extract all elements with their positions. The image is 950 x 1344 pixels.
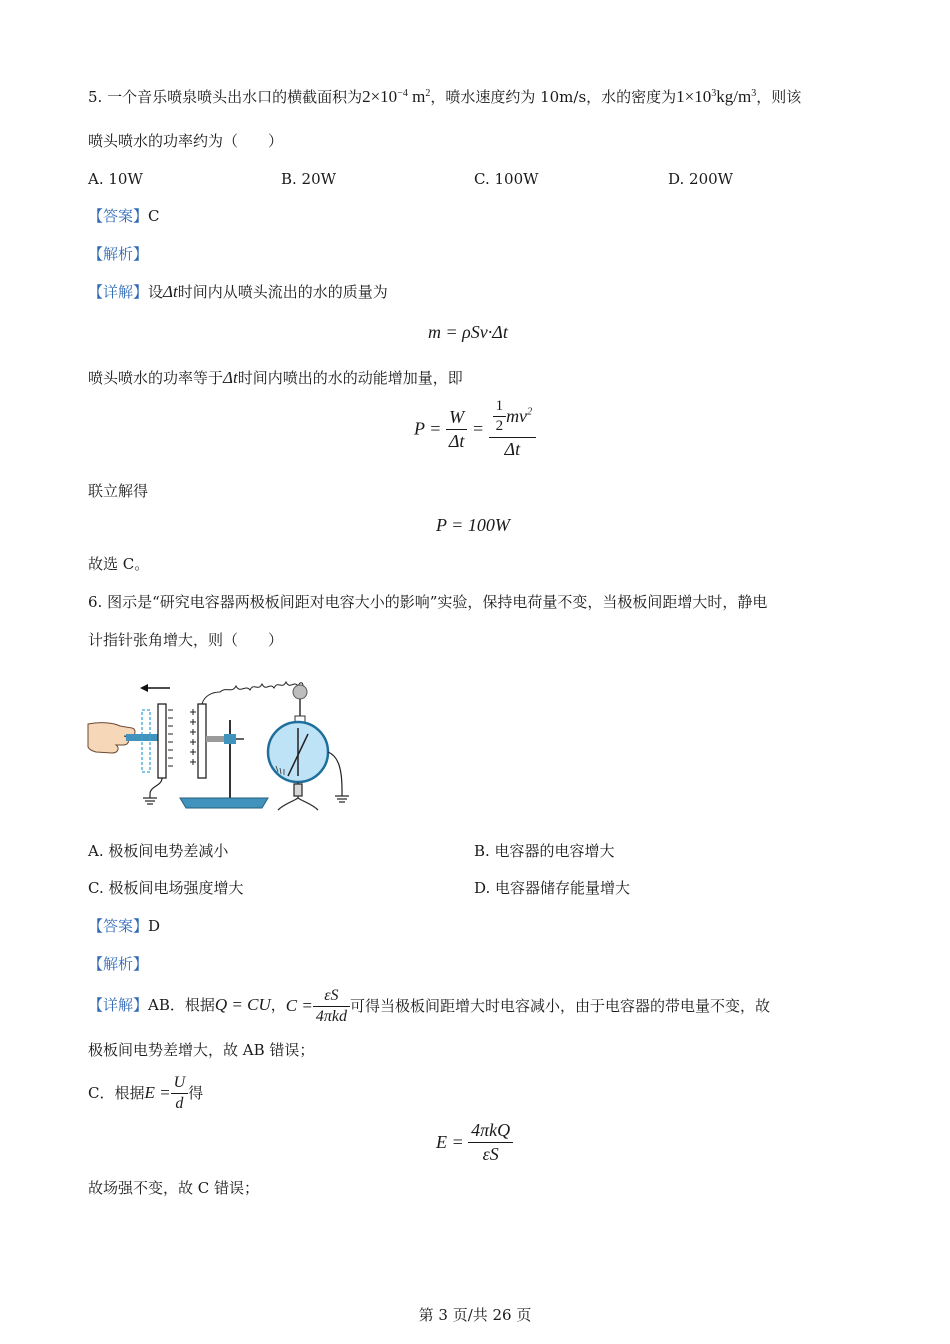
- q5-frac-w-dt: $\frac{W}{\Delta t}$: [446, 407, 468, 452]
- q5-combine-text: 联立解得: [88, 482, 149, 500]
- q5-detail-line: 【详解】设Δt时间内从喷头流出的水的质量为: [88, 282, 388, 301]
- q5-stem-text-b: ，喷水速度约为 10m/s，水的密度为: [430, 88, 677, 106]
- q5-frac-half: $\frac{1}{2}$: [493, 398, 507, 435]
- q5-equation-result: P = 100W: [436, 515, 510, 535]
- q5-answer-value: C: [148, 207, 160, 225]
- q5-analysis-tag: 【解析】: [88, 245, 149, 263]
- q5-equation-power: P = $\frac{W}{\Delta t}$ = $\frac{1}{2}$ $mv^2$ Δt: [414, 398, 536, 460]
- q6-detail-line2: 极板间电势差增大，故 AB 错误；: [88, 1041, 315, 1059]
- q6-answer-tag: 【答案】: [88, 917, 149, 935]
- q6-detail-line1: 【详解】AB．根据Q = CU，C = $\frac{\varepsilon S}{\text{4πkd}}$ 可得当极板间距增大时电容减小，由于电容器的带电量不变，故: [88, 986, 770, 1025]
- q6-stem-line1: 6. 图示是“研究电容器两极板间距对电容大小的影响”实验，保持电荷量不变，当极板间距增大时，静电: [88, 593, 768, 611]
- q5-delta-t: Δt: [163, 282, 178, 301]
- q6-stem-line2: 计指针张角增大，则（ ）: [88, 631, 284, 649]
- electrometer-stand: [278, 782, 318, 810]
- q6-equation-field: E = $\frac{\text{4πkQ}}{\varepsilon S}$: [436, 1120, 513, 1165]
- right-plate: [198, 704, 206, 778]
- q6-formula-q: Q = CU: [214, 995, 271, 1014]
- q5-stem-text-a: 5. 一个音乐喷泉喷头出水口的横截面积为: [88, 88, 363, 106]
- q5-answer-tag: 【答案】: [88, 207, 149, 225]
- q6-answer: [88, 915, 160, 937]
- q5-option-b: B. 20W: [281, 170, 337, 188]
- q6-c-conclusion: 故场强不变，故 C 错误；: [88, 1179, 260, 1197]
- page-footer: 第 3 页/共 26 页: [418, 1306, 532, 1324]
- q5-option-a: A. 10W: [88, 170, 143, 188]
- q6-option-d: D. 电容器储存能量增大: [474, 879, 631, 897]
- q6-c-line: C．根据E = $\frac{U}{d}$ 得: [88, 1073, 204, 1112]
- q5-equation-mass: m = ρSv·Δt: [428, 322, 508, 342]
- q5-stem-line1: [88, 86, 801, 108]
- q6-answer-value: D: [148, 917, 161, 935]
- q5-answer: [88, 205, 160, 227]
- capacitor-electrometer-figure: [86, 672, 356, 818]
- positive-charges: [190, 709, 196, 765]
- ground-right-icon: [328, 752, 349, 802]
- q5-conclusion: 故选 C。: [88, 555, 150, 573]
- q5-detail-tag: 【详解】: [88, 283, 149, 301]
- electrometer-ball: [293, 685, 307, 699]
- q6-frac-field: $\frac{\text{4πkQ}}{\varepsilon S}$: [468, 1120, 513, 1165]
- q6-formula-c: $\frac{\varepsilon S}{\text{4πkd}}$: [313, 987, 350, 1026]
- q5-delta-t-2: Δt: [223, 368, 238, 387]
- q6-option-b: B. 电容器的电容增大: [474, 842, 615, 860]
- q6-option-c: C. 极板间电场强度增大: [88, 879, 244, 897]
- q5-frac-kinetic: $\frac{1}{2}$ $mv^2$ Δt: [489, 398, 537, 460]
- q5-option-d: D. 200W: [668, 170, 734, 188]
- q6-option-a: A. 极板间电势差减小: [88, 842, 229, 860]
- negative-charges: [168, 710, 173, 766]
- arrow-left-icon: [140, 684, 170, 692]
- q5-option-c: C. 100W: [474, 170, 539, 188]
- q5-stem-text-c: ，则该: [756, 88, 802, 106]
- q5-power-text: 喷头喷水的功率等于Δt时间内喷出的水的动能增加量，即: [88, 368, 463, 387]
- q5-area-value: $2\times 10^{-4}$ $m^2$: [362, 87, 431, 106]
- q6-formula-e: $\frac{U}{d}$: [171, 1074, 189, 1113]
- q6-analysis-tag: 【解析】: [88, 955, 149, 973]
- connecting-wire: [202, 682, 303, 704]
- q5-stem-line2: 喷头喷水的功率约为（ ）: [88, 132, 284, 150]
- q5-density-value: $1\times 10^3kg/m^3$: [676, 87, 757, 106]
- ground-left-icon: [143, 778, 162, 804]
- q6-detail-tag: 【详解】: [88, 996, 149, 1014]
- left-plate: [158, 704, 166, 778]
